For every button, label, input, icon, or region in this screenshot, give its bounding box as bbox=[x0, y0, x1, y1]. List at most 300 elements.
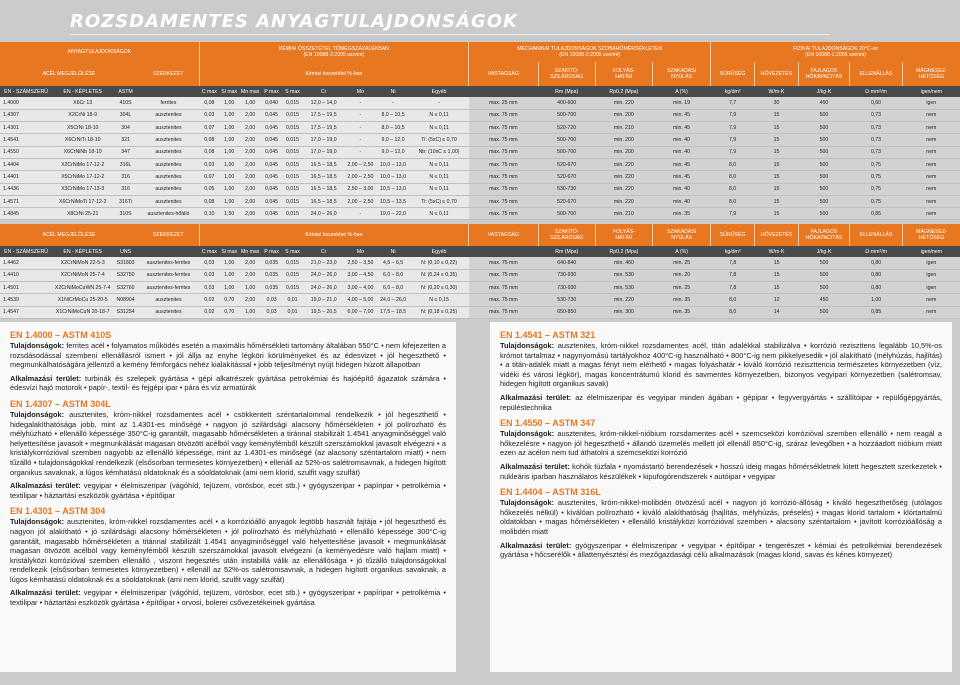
table-row bbox=[0, 195, 960, 207]
table-cell: min. 19 bbox=[652, 97, 710, 109]
units-cell: Si max bbox=[220, 86, 239, 97]
table-cell: 304L bbox=[113, 109, 138, 121]
table-cell: X2CrNi 18-9 bbox=[52, 109, 113, 121]
header2-units-row bbox=[0, 246, 960, 257]
table-cell: 500 bbox=[798, 208, 849, 220]
table-cell: 0,73 bbox=[849, 122, 902, 134]
table-row bbox=[0, 282, 960, 294]
table-cell: X6CrNiTi 18-10 bbox=[52, 134, 113, 146]
table-cell: 0,73 bbox=[849, 109, 902, 121]
title-divider bbox=[70, 34, 830, 35]
table-cell: 6,0 – 8,0 bbox=[377, 282, 410, 294]
table-cell: 1.4404 bbox=[0, 158, 52, 170]
table-cell: 2,00 bbox=[239, 109, 261, 121]
table-cell: 0,035 bbox=[261, 257, 281, 269]
units-cell: Mn max bbox=[239, 246, 261, 257]
section-properties: Tulajdonságok: ausztenites, króm-nikkel-nióbium rozsdamentes acél • szemcseközi korrózióval szemben ellenálló • nem reagál a hőkezelésre • nagyon jól hegeszthető • állandó üzemelés mellett jól ellenáll 850°C-ig, száraz levegőben • a hozzáadott nióbium miatt ezen az acélon nem tud áthatolni a szemcseközi korrózió bbox=[500, 429, 942, 458]
table-cell: 520-670 bbox=[538, 158, 595, 170]
table-cell: min. 460 bbox=[595, 257, 652, 269]
table-row bbox=[0, 122, 960, 134]
table-cell: 0,03 bbox=[261, 294, 281, 306]
table-cell: max. 75 mm bbox=[469, 294, 538, 306]
table-cell: nem bbox=[903, 122, 960, 134]
units-cell: W/m·K bbox=[755, 86, 799, 97]
table-cell: 1,00 bbox=[220, 257, 239, 269]
header-anyagtulajdonsagok: ANYAGTULAJDONSÁGOK bbox=[0, 42, 199, 62]
table-cell: 0,015 bbox=[282, 97, 303, 109]
table-cell: ausztenites bbox=[138, 158, 199, 170]
section-title: EN 1.4541 – ASTM 321 bbox=[500, 330, 596, 340]
table-cell: Ti: (5xC) ≤ 0,70 bbox=[409, 195, 468, 207]
table-cell: ausztenites-ferrites bbox=[138, 269, 199, 281]
units-cell: W/m·K bbox=[755, 246, 799, 257]
table-cell: igen bbox=[903, 269, 960, 281]
table-cell: 0,015 bbox=[282, 282, 303, 294]
table-cell: 17,5 – 19,5 bbox=[303, 122, 344, 134]
table-cell: - bbox=[344, 146, 377, 158]
table-cell: - bbox=[377, 97, 410, 109]
table-cell: 0,045 bbox=[261, 158, 281, 170]
table-cell: 310S bbox=[113, 208, 138, 220]
table-cell: ferrites bbox=[138, 97, 199, 109]
table-cell: 0,045 bbox=[261, 195, 281, 207]
table-cell: 500 bbox=[799, 282, 850, 294]
table-cell: 24,0 – 26,0 bbox=[303, 269, 344, 281]
section-application: Alkalmazási terület: vegyipar • élelmiszeripar (vágóhíd, tejüzem, vörösbor, ecet stb.) • gyógyszeripar • papíripar • petrolkémia • textilipar • háztartási eszközök gyártása • építőipar bbox=[10, 481, 446, 500]
table-cell: ausztenites-hőálló bbox=[138, 208, 199, 220]
table-cell: 0,80 bbox=[850, 282, 903, 294]
table-cell: N: (0,24 ≤ 0,35) bbox=[409, 269, 468, 281]
table-cell: 0,015 bbox=[282, 122, 303, 134]
table-cell: min. 40 bbox=[652, 195, 710, 207]
units-cell: kg/dm³ bbox=[711, 86, 755, 97]
table-cell: igen bbox=[903, 97, 960, 109]
units-cell: EN - KÉPLETES bbox=[52, 246, 113, 257]
table-cell: - bbox=[344, 122, 377, 134]
table-cell: 500 bbox=[798, 183, 849, 195]
table-cell: min. 220 bbox=[595, 195, 652, 207]
table-cell: nem bbox=[903, 183, 960, 195]
header-acel-megjelolese: ACÉL MEGJELÖLÉSE bbox=[0, 62, 138, 86]
header2-vastagsag: VASTAGSÁG bbox=[469, 224, 538, 246]
table-row bbox=[0, 257, 960, 269]
units-cell: Mo bbox=[344, 246, 377, 257]
table-cell: 0,03 bbox=[199, 158, 219, 170]
units-cell: Egyéb bbox=[409, 246, 468, 257]
table-cell: 1,00 bbox=[220, 269, 239, 281]
table-cell: 0,015 bbox=[282, 257, 303, 269]
units-cell: A (%) bbox=[652, 86, 710, 97]
properties-table-main bbox=[0, 42, 960, 220]
table-cell: 520-670 bbox=[538, 171, 595, 183]
table-cell: 9,0 – 12,0 bbox=[377, 146, 410, 158]
header-vastagsag: VASTAGSÁG bbox=[469, 62, 538, 86]
table-cell: 15 bbox=[755, 269, 799, 281]
section-properties: Tulajdonságok: ferrites acél • folyamatos működés esetén a maximális hőmérsékleti tartomány általában 550°C • nem kifejezetten a rozsdásodással szembeni ellenállásról ismert • jól állja az enyhe légköri körülményeket és az édesvizet • jól hegeszthető • megmunkálhatóságára jellemző a kemény fémforgács nehéz kialakítással • jobb teljesítményt nyújt hidegen húzott állapotban bbox=[10, 341, 446, 370]
table-cell: 0,015 bbox=[282, 183, 303, 195]
table-cell: X2CrNiMoCuWN 25-7-4 bbox=[52, 282, 113, 294]
table-cell: 7,7 bbox=[711, 97, 755, 109]
table-cell: 8,0 bbox=[711, 306, 755, 318]
table-cell: 15 bbox=[755, 282, 799, 294]
table-cell: 7,9 bbox=[711, 109, 755, 121]
table-cell: 0,08 bbox=[199, 97, 219, 109]
table-cell: X1NiCrMoCu 25-20-5 bbox=[52, 294, 113, 306]
table-cell: min. 530 bbox=[595, 282, 652, 294]
table-cell: 2,00 bbox=[239, 208, 261, 220]
table-cell: 2,00 bbox=[239, 134, 261, 146]
table-cell: S32760 bbox=[113, 282, 138, 294]
table-cell: N ≤ 0,11 bbox=[409, 158, 468, 170]
table-cell: ausztenites bbox=[138, 122, 199, 134]
table-cell: S31254 bbox=[113, 306, 138, 318]
table-cell: 15 bbox=[755, 171, 799, 183]
table-cell: 8,0 bbox=[711, 158, 755, 170]
table-cell: nem bbox=[903, 146, 960, 158]
table-cell: 0,045 bbox=[261, 146, 281, 158]
table-cell: 0,01 bbox=[282, 306, 303, 318]
table-cell: min. 45 bbox=[652, 158, 710, 170]
table-cell: 7,9 bbox=[711, 208, 755, 220]
table-cell: 0,035 bbox=[261, 269, 281, 281]
table-cell: - bbox=[344, 109, 377, 121]
units-cell: Rp0,2 (Mpa) bbox=[595, 86, 652, 97]
table-cell: min. 220 bbox=[595, 97, 652, 109]
table-cell: 321 bbox=[113, 134, 138, 146]
table-cell: S32750 bbox=[113, 269, 138, 281]
table-cell: 0,045 bbox=[261, 122, 281, 134]
units-cell: P max bbox=[261, 86, 281, 97]
header2-hovezetes: HŐVEZETÉS bbox=[755, 224, 799, 246]
table-cell: 12,0 – 14,0 bbox=[303, 97, 344, 109]
table-cell: nem bbox=[903, 134, 960, 146]
table-cell: 15 bbox=[755, 208, 799, 220]
table-cell: 500 bbox=[798, 158, 849, 170]
table-cell: 3,00 – 4,00 bbox=[344, 282, 377, 294]
table-row bbox=[0, 183, 960, 195]
table-cell: 15 bbox=[755, 109, 799, 121]
left-description-panel bbox=[0, 322, 456, 672]
table-cell: 7,8 bbox=[711, 269, 755, 281]
units-cell: Ni bbox=[377, 246, 410, 257]
table-cell: nem bbox=[903, 306, 960, 318]
table-cell: nem bbox=[903, 294, 960, 306]
header-magnesezhetoseg: MÁGNESEZ- HETŐSÉG bbox=[903, 62, 960, 86]
table-cell: 19,0 – 22,0 bbox=[377, 208, 410, 220]
section-application: Alkalmazási terület: az élelmiszeripar és vegyipar minden ágában • gépipar • fegyvergyártás • szállítóipar • repülőgépgyártás, repüléstechnika bbox=[500, 392, 942, 412]
table-cell: 500 bbox=[798, 134, 849, 146]
table-cell: 30 bbox=[755, 97, 799, 109]
table-cell: 730-930 bbox=[538, 282, 595, 294]
table-cell: 8,0 bbox=[711, 294, 755, 306]
table-cell: - bbox=[344, 208, 377, 220]
section-properties: Tulajdonságok: ausztenites, króm-nikkel rozsdamentes acél, titán adalékkal stabilizálva • korrózió reziszttens legalább 10,5%-os krómot tartalmaz • nagynyomású tartályokhoz 400°C-ig használható • 800°C-ig nem pikkelyesedik • jól alakítható (mélyhúzás, hajlítás) • a titán-adalék miatt a magas fényt nem elérhető • magas folyáshatár • kiváló korrózió reziszttencia természetes környezetben (víz, vidéki és városi légkör), magas koncentrátumú klorid és savmentes környezetben, bizonyos vegyipari környezetben (salétromsav, hidegen higított organikus savak) bbox=[500, 341, 942, 389]
table-cell: 1.4539 bbox=[0, 294, 52, 306]
table-cell: X5CrNi 18-10 bbox=[52, 122, 113, 134]
right-description-panel bbox=[490, 322, 952, 672]
table-cell: 17,0 – 19,0 bbox=[303, 146, 344, 158]
table-cell: 1.4541 bbox=[0, 134, 52, 146]
table-cell: 1,00 bbox=[220, 97, 239, 109]
table-cell: 2,50 – 3,00 bbox=[344, 183, 377, 195]
table-cell: Ti: (5xC) ≤ 0,70 bbox=[409, 134, 468, 146]
table-cell: max. 75 mm bbox=[469, 134, 538, 146]
table-cell: 500 bbox=[798, 195, 849, 207]
table-cell: - bbox=[344, 134, 377, 146]
table-cell: 15 bbox=[755, 257, 799, 269]
table-cell: min. 220 bbox=[595, 158, 652, 170]
header-suruseg: SŰRŰSÉG bbox=[711, 62, 755, 86]
table-cell: X6CrNiMoTi 17-12-2 bbox=[52, 195, 113, 207]
units-cell: EN - SZÁMSZERŰ bbox=[0, 86, 52, 97]
table-cell: max. 75 mm bbox=[469, 171, 538, 183]
table-cell: min. 35 bbox=[652, 208, 710, 220]
table-cell: N ≤ 0,11 bbox=[409, 208, 468, 220]
table-cell: 1,00 bbox=[220, 158, 239, 170]
table-cell: max. 75 mm bbox=[469, 195, 538, 207]
table-cell: N: (0,20 ≤ 0,30) bbox=[409, 282, 468, 294]
table-cell: 9,0 – 12,0 bbox=[377, 134, 410, 146]
table-cell: 2,00 bbox=[239, 269, 261, 281]
table-cell: - bbox=[409, 97, 468, 109]
header2-suruseg: SŰRŰSÉG bbox=[711, 224, 755, 246]
table-cell: 1,00 bbox=[850, 294, 903, 306]
units-cell bbox=[469, 86, 538, 97]
units-cell: Mn max bbox=[239, 86, 261, 97]
units-cell bbox=[138, 246, 199, 257]
table-cell: X8CrNi 25-21 bbox=[52, 208, 113, 220]
table-cell: 8,0 – 10,5 bbox=[377, 109, 410, 121]
table-cell: 1,50 bbox=[220, 208, 239, 220]
table-cell: ausztenites bbox=[138, 183, 199, 195]
table-row bbox=[0, 134, 960, 146]
table-row bbox=[0, 269, 960, 281]
table-cell: 1,00 bbox=[220, 282, 239, 294]
units-cell: C max bbox=[199, 246, 219, 257]
section-title: EN 1.4000 – ASTM 410S bbox=[10, 330, 112, 340]
table-cell: max. 75 mm bbox=[469, 109, 538, 121]
table-cell: 0,60 bbox=[849, 97, 902, 109]
table-cell: 17,5 – 18,5 bbox=[377, 306, 410, 318]
table-cell: X6CrNiNb 18-10 bbox=[52, 146, 113, 158]
table-cell: ausztenites bbox=[138, 195, 199, 207]
table-cell: 500 bbox=[798, 109, 849, 121]
table-cell: 1,00 bbox=[239, 97, 261, 109]
table-cell: 0,05 bbox=[199, 183, 219, 195]
table-cell: min. 35 bbox=[653, 294, 711, 306]
table-cell: 21,0 – 23,0 bbox=[303, 257, 344, 269]
units-cell: kg/dm³ bbox=[711, 246, 755, 257]
table-cell: 0,03 bbox=[199, 257, 219, 269]
header2-magnesezhetoseg: MÁGNESEZ- HETŐSÉG bbox=[903, 224, 960, 246]
properties-table-duplex bbox=[0, 224, 960, 319]
table-cell: igen bbox=[903, 257, 960, 269]
table-cell: max. 75 mm bbox=[469, 183, 538, 195]
table-cell: 1,00 bbox=[239, 306, 261, 318]
table-cell: 0,73 bbox=[849, 146, 902, 158]
header2-szakito: SZAKÍTÓ- SZILÁRDSÁG bbox=[538, 224, 595, 246]
section-properties: Tulajdonságok: ausztenites, króm-nikkel rozsdamentes acél • a korrózióálló anyagok legtöbb használt fajtája • jól hegeszthető és nagyon jól alakítható • jó szilárdsági alacsony hőmérsékleten • jól polírozható és mélyhúzható • ellenálló képessége 300°C-ig garantált, magasabb hőmérsékleten a titánnal stabilizált 1.4541 anyagminőséggel való helyettesítése javasolt • megmunkálását magasan ötvözött acélból vagy keményfémből készült szerszámokkal javasolt elvégezni (a keményedésre való hajlam miatt) • kristályközi korrózióval szemben ellenálló , viszont hegesztés után instabillá válik az ellenállósága • jó tűzálló tulajdonságokkal rendelkezik (elsősorban termesetes környezetben) • ellenáll az 52%-os salétromsavnak, a hidegen higított organikus savaknak, a lúgos kémhatású oldatoknak és a sóoldatoknak (ami nem klorid, szulfit vagy szulfát) bbox=[10, 517, 446, 584]
table-cell: min. 210 bbox=[595, 208, 652, 220]
units-cell: Rm (Mpa) bbox=[538, 86, 595, 97]
units-cell: S max bbox=[282, 246, 303, 257]
table-cell: min. 200 bbox=[595, 109, 652, 121]
units-cell bbox=[469, 246, 538, 257]
units-cell: Ω·mm²/m bbox=[850, 246, 903, 257]
table-cell: X1CrNiMoCuN 20-18-7 bbox=[52, 306, 113, 318]
table-cell: 1.4410 bbox=[0, 269, 52, 281]
table-cell: 530-730 bbox=[538, 183, 595, 195]
units-cell: A (%) bbox=[653, 246, 711, 257]
units-cell: ASTM bbox=[113, 86, 138, 97]
table-cell: ausztenites bbox=[138, 109, 199, 121]
units-cell: igen/nem bbox=[903, 86, 960, 97]
section-properties: Tulajdonságok: ausztenites, króm-nikkel rozsdamentes acél • csökkentett széntartalommal rendelkezik • jól hegeszthető • hidegalakíthatósága jobb, mint az 1.4301-es minőségé • nagyon jó szilárdsági alacsony hőmérsékleten • jól polírozható és mélyhúzható • ellenálló képessége 350°C-ig garantált, magasabb hőmérsékleten a tiránnal stabilizált 1.4541 anyagminőséggel való helyettesítése javasolt • megmunkálását magasan ötvözött acélból vagy keményfémből készült szerszámokkal javasolt elvégezni • a kristálykorrózióval szemben nagyobb az ellenálló képessége, mint az 1.4301-es minőségé (az alacsony széntartalom miatt) • nem tűzálló • tulajdonságokkal rendelkezik (elsősorban termesetes környezetben) • ellenáll az 52%-os salétromsavnak, a hidegen higított organikus savaknak, a lúgos kémhatású oldatoknak és a sóoldatoknak (ami nem klorid, szulfit vagy szulfát) bbox=[10, 409, 446, 477]
table-cell: nem bbox=[903, 195, 960, 207]
table-cell: ausztenites-ferrites bbox=[138, 257, 199, 269]
header-szerkezet: SZERKEZET bbox=[138, 62, 199, 86]
table-cell: 0,80 bbox=[850, 269, 903, 281]
table-cell: max. 75 mm bbox=[469, 269, 538, 281]
table-cell: 10,5 – 13,0 bbox=[377, 183, 410, 195]
table-cell: 16,5 – 18,5 bbox=[303, 183, 344, 195]
units-cell: J/kg·K bbox=[798, 86, 849, 97]
table-cell: 15 bbox=[755, 158, 799, 170]
units-cell: Ω·mm²/m bbox=[849, 86, 902, 97]
table-cell: 316L bbox=[113, 158, 138, 170]
table-cell: 410S bbox=[113, 97, 138, 109]
table-cell: N ≤ 0,11 bbox=[409, 109, 468, 121]
table-cell: 0,08 bbox=[199, 195, 219, 207]
table-row bbox=[0, 208, 960, 220]
header-kemiai: KÉMIAI ÖSSZETÉTEL TÖMEGSZÁZALÉKBAN (EN 10088-2:2005 szerint) bbox=[199, 42, 469, 62]
table-cell: 6,00 – 7,00 bbox=[344, 306, 377, 318]
table-cell: 0,015 bbox=[282, 269, 303, 281]
table-cell: N: (0,10 ≤ 0,22) bbox=[409, 257, 468, 269]
table-row bbox=[0, 97, 960, 109]
table-row bbox=[0, 171, 960, 183]
table-cell: max. 75 mm bbox=[469, 122, 538, 134]
table-cell: 1.4550 bbox=[0, 146, 52, 158]
table-cell: min. 220 bbox=[595, 183, 652, 195]
table-cell: X6Cr 13 bbox=[52, 97, 113, 109]
table-cell: 0,03 bbox=[199, 269, 219, 281]
table-cell: N ≤ 0,11 bbox=[409, 122, 468, 134]
header-folyashatar: FOLYÁS- HATÁR bbox=[595, 62, 652, 86]
table-cell: 2,00 bbox=[239, 195, 261, 207]
header-ellenallas: ELLENÁLLÁS bbox=[849, 62, 902, 86]
section-title: EN 1.4404 – ASTM 316L bbox=[500, 487, 601, 498]
table-cell: S31803 bbox=[113, 257, 138, 269]
table-cell: 10,5 – 13,5 bbox=[377, 195, 410, 207]
units-cell: Rp0,2 (Mpa) bbox=[595, 246, 652, 257]
table-cell: 500-700 bbox=[538, 208, 595, 220]
table-cell: N ≤ 0,11 bbox=[409, 171, 468, 183]
table-cell: 304 bbox=[113, 122, 138, 134]
table-cell: 0,75 bbox=[849, 195, 902, 207]
table-cell: N ≤ 0,11 bbox=[409, 183, 468, 195]
table-cell: ausztenites bbox=[138, 294, 199, 306]
table-cell: 19,0 – 21,0 bbox=[303, 294, 344, 306]
table-cell: nem bbox=[903, 171, 960, 183]
table-cell: 8,0 bbox=[711, 171, 755, 183]
section-properties: Tulajdonságok: ausztenites, króm-nikkel-molibdén ötvözésű acél • nagyon jó korrózió-állóság • kiváló hegeszthetőség (utólagos hőkezelés nélkül) • kiválóan polírozható • kiváló alakíthatóság (hajlítás, mélyhúzás, préselés) • magas klorid tartalom • klórtartalmú oldatokban • magas hőmérsékleten • ellenálló kristályközi korrózióval szemben • alacsony széntartalom • javított korrózióállóság a molibdén miatt bbox=[500, 498, 942, 536]
table-cell: 15 bbox=[755, 195, 799, 207]
table-cell: 0,01 bbox=[282, 294, 303, 306]
table-cell: max. 75 mm bbox=[469, 306, 538, 318]
table-cell: 0,03 bbox=[261, 306, 281, 318]
table-cell: min. 45 bbox=[652, 122, 710, 134]
table-cell: 2,00 – 2,50 bbox=[344, 158, 377, 170]
table-cell: 0,045 bbox=[261, 171, 281, 183]
table-cell: ausztenites bbox=[138, 146, 199, 158]
table-cell: 1.4462 bbox=[0, 257, 52, 269]
table-cell: 0,70 bbox=[220, 294, 239, 306]
table-row bbox=[0, 158, 960, 170]
table-cell: 24,0 – 26,0 bbox=[377, 294, 410, 306]
table-cell: 4,00 – 5,00 bbox=[344, 294, 377, 306]
units-cell: Cr bbox=[303, 86, 344, 97]
table-cell: 500 bbox=[798, 146, 849, 158]
header2-hokapacitas: FAJLAGOS HŐKAPACITÁS bbox=[799, 224, 850, 246]
table-cell: 2,00 bbox=[239, 294, 261, 306]
table-cell: 7,8 bbox=[711, 257, 755, 269]
units-cell: UNS bbox=[113, 246, 138, 257]
table-cell: max. 75 mm bbox=[469, 208, 538, 220]
table-cell: 1,00 bbox=[220, 146, 239, 158]
units-cell: Ni bbox=[377, 86, 410, 97]
table-cell: 12 bbox=[755, 294, 799, 306]
table-cell: 1.4501 bbox=[0, 282, 52, 294]
table-cell: 16,5 – 18,5 bbox=[303, 195, 344, 207]
table-row bbox=[0, 109, 960, 121]
table-cell: min. 20 bbox=[653, 269, 711, 281]
table-cell: 500-700 bbox=[538, 134, 595, 146]
table-cell: min. 300 bbox=[595, 306, 652, 318]
table-cell: 17,5 – 19,5 bbox=[303, 109, 344, 121]
table-cell: 7,9 bbox=[711, 122, 755, 134]
table-cell: 14 bbox=[755, 306, 799, 318]
table-cell: 450 bbox=[799, 294, 850, 306]
header2-kemiai-osszetetel: Kémiai összetétel %-ban bbox=[199, 224, 469, 246]
table-cell: 347 bbox=[113, 146, 138, 158]
table-cell: max. 75 mm bbox=[469, 158, 538, 170]
section-title: EN 1.4550 – ASTM 347 bbox=[500, 418, 596, 429]
table-cell: 0,015 bbox=[282, 109, 303, 121]
table-cell: 0,040 bbox=[261, 97, 281, 109]
table-cell: 17,0 – 19,0 bbox=[303, 134, 344, 146]
table-cell: 1.4845 bbox=[0, 208, 52, 220]
table-cell: 16,5 – 18,5 bbox=[303, 158, 344, 170]
units-cell: EN - SZÁMSZERŰ bbox=[0, 246, 52, 257]
table-cell: 16,5 – 18,5 bbox=[303, 171, 344, 183]
table-cell: 2,00 bbox=[239, 146, 261, 158]
units-cell: Rm (Mpa) bbox=[538, 246, 595, 257]
units-cell: Egyéb bbox=[409, 86, 468, 97]
table-cell: 0,03 bbox=[199, 282, 219, 294]
table-cell: min. 25 bbox=[653, 282, 711, 294]
table-cell: 0,045 bbox=[261, 208, 281, 220]
table-cell: 6,0 – 8,0 bbox=[377, 269, 410, 281]
header-hovezetes: HŐVEZETÉS bbox=[755, 62, 799, 86]
units-cell: C max bbox=[199, 86, 219, 97]
table-cell: ausztenites-ferrites bbox=[138, 282, 199, 294]
table-cell: 0,10 bbox=[199, 208, 219, 220]
table-cell: 2,00 – 2,50 bbox=[344, 195, 377, 207]
table-cell: 8,0 – 10,5 bbox=[377, 122, 410, 134]
table-cell: 0,015 bbox=[282, 208, 303, 220]
table-cell: 3,00 – 4,50 bbox=[344, 269, 377, 281]
